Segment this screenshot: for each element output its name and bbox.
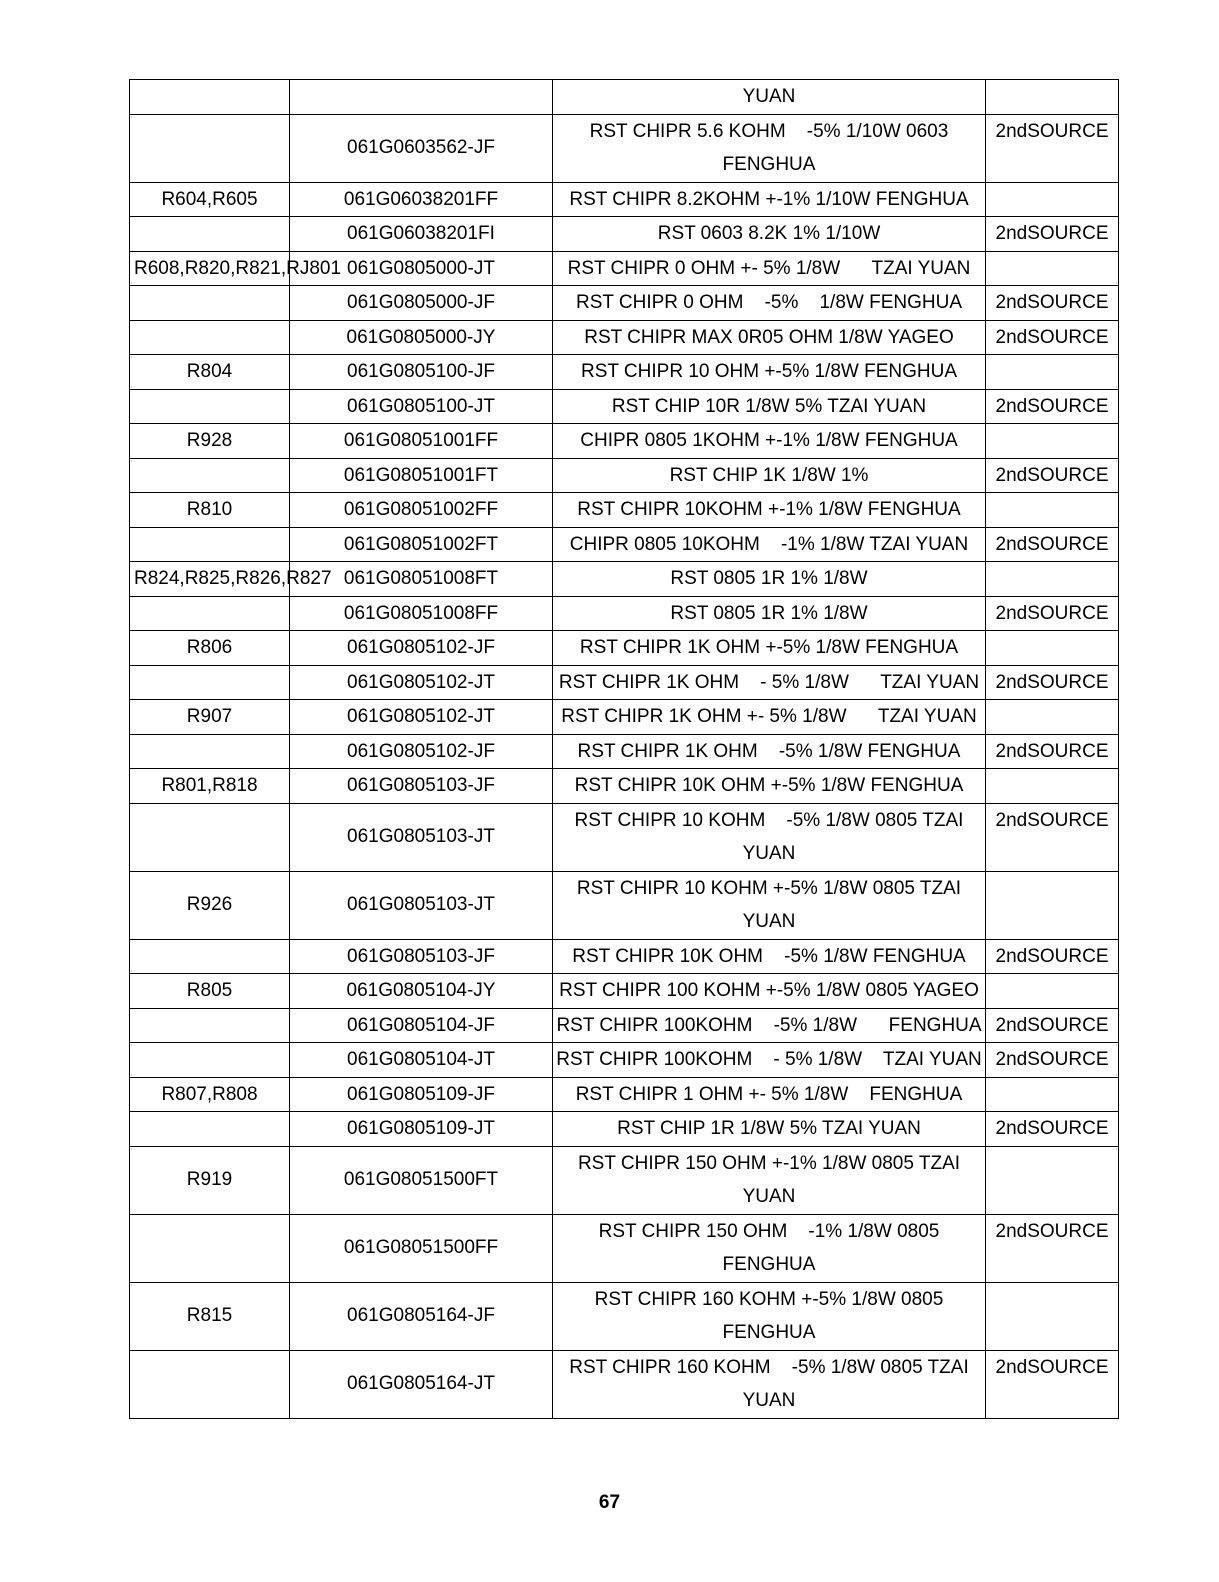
table-row xyxy=(130,1146,1119,1214)
part-number-cell: 061G0805000-JT xyxy=(290,251,553,286)
part-number-cell: 061G0805103-JT xyxy=(290,803,553,871)
source-note-cell: 2ndSOURCE xyxy=(986,389,1119,424)
description-cell: RST 0805 1R 1% 1/8W xyxy=(553,562,986,597)
table-row xyxy=(130,458,1119,493)
table-row xyxy=(130,1008,1119,1043)
table-row xyxy=(130,1282,1119,1350)
table-row xyxy=(130,803,1119,871)
part-number-cell: 061G08051002FT xyxy=(290,527,553,562)
table-row xyxy=(130,700,1119,735)
location-cell: R806 xyxy=(130,631,290,666)
location-cell: R928 xyxy=(130,424,290,459)
table-row xyxy=(130,320,1119,355)
source-note-cell: 2ndSOURCE xyxy=(986,286,1119,321)
part-number-cell: 061G0805102-JT xyxy=(290,665,553,700)
part-number-cell: 061G0805104-JY xyxy=(290,974,553,1009)
source-note-cell xyxy=(986,493,1119,528)
table-row xyxy=(130,1214,1119,1282)
part-number-cell: 061G08051001FT xyxy=(290,458,553,493)
description-cell: RST CHIP 1K 1/8W 1% xyxy=(553,458,986,493)
table-row xyxy=(130,1350,1119,1418)
description-cell: RST CHIPR 0 OHM +- 5% 1/8W TZAI YUAN xyxy=(553,251,986,286)
location-cell xyxy=(130,1112,290,1147)
source-note-cell xyxy=(986,251,1119,286)
description-cell: CHIPR 0805 10KOHM -1% 1/8W TZAI YUAN xyxy=(553,527,986,562)
part-number-cell: 061G0805102-JF xyxy=(290,734,553,769)
description-cell: RST CHIPR 5.6 KOHM -5% 1/10W 0603 FENGHUA xyxy=(553,114,986,182)
table-row xyxy=(130,665,1119,700)
source-note-cell xyxy=(986,424,1119,459)
part-number-cell: 061G0805100-JT xyxy=(290,389,553,424)
description-cell: RST CHIPR 1K OHM - 5% 1/8W TZAI YUAN xyxy=(553,665,986,700)
location-cell xyxy=(130,217,290,252)
description-cell: RST CHIPR 150 OHM +-1% 1/8W 0805 TZAI YUAN xyxy=(553,1146,986,1214)
description-cell: RST 0805 1R 1% 1/8W xyxy=(553,596,986,631)
description-cell: RST CHIPR 100KOHM - 5% 1/8W TZAI YUAN xyxy=(553,1043,986,1078)
part-number-cell: 061G0805000-JF xyxy=(290,286,553,321)
table-row xyxy=(130,217,1119,252)
source-note-cell xyxy=(986,700,1119,735)
location-cell: R926 xyxy=(130,871,290,939)
location-cell xyxy=(130,527,290,562)
description-cell: RST CHIPR 10K OHM -5% 1/8W FENGHUA xyxy=(553,939,986,974)
table-row xyxy=(130,527,1119,562)
description-cell: RST CHIPR 10 OHM +-5% 1/8W FENGHUA xyxy=(553,355,986,390)
source-note-cell: 2ndSOURCE xyxy=(986,527,1119,562)
source-note-cell: 2ndSOURCE xyxy=(986,803,1119,871)
source-note-cell xyxy=(986,182,1119,217)
part-number-cell: 061G08051002FF xyxy=(290,493,553,528)
source-note-cell: 2ndSOURCE xyxy=(986,114,1119,182)
part-number-cell: 061G0805102-JF xyxy=(290,631,553,666)
parts-list-body xyxy=(130,80,1119,1419)
source-note-cell xyxy=(986,355,1119,390)
location-cell xyxy=(130,734,290,769)
source-note-cell: 2ndSOURCE xyxy=(986,734,1119,769)
table-row xyxy=(130,734,1119,769)
part-number-cell: 061G08051500FT xyxy=(290,1146,553,1214)
location-cell: R807,R808 xyxy=(130,1077,290,1112)
description-cell: RST CHIPR 1K OHM -5% 1/8W FENGHUA xyxy=(553,734,986,769)
location-cell xyxy=(130,803,290,871)
location-cell xyxy=(130,1350,290,1418)
table-row xyxy=(130,562,1119,597)
description-cell: RST CHIPR 10 KOHM -5% 1/8W 0805 TZAI YUAN xyxy=(553,803,986,871)
part-number-cell: 061G08051008FT xyxy=(290,562,553,597)
part-number-cell: 061G0805109-JF xyxy=(290,1077,553,1112)
source-note-cell xyxy=(986,80,1119,115)
description-cell: RST 0603 8.2K 1% 1/10W xyxy=(553,217,986,252)
table-row xyxy=(130,389,1119,424)
location-cell xyxy=(130,1043,290,1078)
table-row xyxy=(130,182,1119,217)
location-cell: R608,R820,R821,RJ801 xyxy=(130,251,290,286)
part-number-cell: 061G0805103-JT xyxy=(290,871,553,939)
part-number-cell: 061G0805100-JF xyxy=(290,355,553,390)
table-row xyxy=(130,114,1119,182)
source-note-cell: 2ndSOURCE xyxy=(986,939,1119,974)
table-row xyxy=(130,974,1119,1009)
table-row xyxy=(130,596,1119,631)
table-row xyxy=(130,1043,1119,1078)
source-note-cell: 2ndSOURCE xyxy=(986,665,1119,700)
description-cell: RST CHIPR 1K OHM +- 5% 1/8W TZAI YUAN xyxy=(553,700,986,735)
table-row xyxy=(130,1112,1119,1147)
location-cell: R824,R825,R826,R827 xyxy=(130,562,290,597)
description-cell: RST CHIPR 10K OHM +-5% 1/8W FENGHUA xyxy=(553,769,986,804)
part-number-cell xyxy=(290,80,553,115)
location-cell xyxy=(130,458,290,493)
description-cell: RST CHIPR 150 OHM -1% 1/8W 0805 FENGHUA xyxy=(553,1214,986,1282)
table-row xyxy=(130,355,1119,390)
description-cell: RST CHIPR 1 OHM +- 5% 1/8W FENGHUA xyxy=(553,1077,986,1112)
source-note-cell xyxy=(986,769,1119,804)
part-number-cell: 061G0805104-JF xyxy=(290,1008,553,1043)
description-cell: RST CHIPR MAX 0R05 OHM 1/8W YAGEO xyxy=(553,320,986,355)
location-cell xyxy=(130,665,290,700)
description-cell: CHIPR 0805 1KOHM +-1% 1/8W FENGHUA xyxy=(553,424,986,459)
location-cell xyxy=(130,80,290,115)
description-cell: RST CHIPR 1K OHM +-5% 1/8W FENGHUA xyxy=(553,631,986,666)
part-number-cell: 061G0805164-JF xyxy=(290,1282,553,1350)
source-note-cell: 2ndSOURCE xyxy=(986,458,1119,493)
table-row xyxy=(130,871,1119,939)
source-note-cell: 2ndSOURCE xyxy=(986,1112,1119,1147)
source-note-cell xyxy=(986,974,1119,1009)
source-note-cell: 2ndSOURCE xyxy=(986,1350,1119,1418)
part-number-cell: 061G0603562-JF xyxy=(290,114,553,182)
source-note-cell xyxy=(986,631,1119,666)
table-row xyxy=(130,251,1119,286)
description-cell: RST CHIPR 10KOHM +-1% 1/8W FENGHUA xyxy=(553,493,986,528)
location-cell xyxy=(130,1214,290,1282)
part-number-cell: 061G0805104-JT xyxy=(290,1043,553,1078)
table-row xyxy=(130,80,1119,115)
source-note-cell: 2ndSOURCE xyxy=(986,320,1119,355)
source-note-cell xyxy=(986,562,1119,597)
description-cell: RST CHIP 1R 1/8W 5% TZAI YUAN xyxy=(553,1112,986,1147)
location-cell: R604,R605 xyxy=(130,182,290,217)
description-cell: RST CHIPR 8.2KOHM +-1% 1/10W FENGHUA xyxy=(553,182,986,217)
location-cell xyxy=(130,389,290,424)
location-cell xyxy=(130,1008,290,1043)
part-number-cell: 061G0805103-JF xyxy=(290,939,553,974)
location-cell: R907 xyxy=(130,700,290,735)
description-cell: YUAN xyxy=(553,80,986,115)
part-number-cell: 061G0805102-JT xyxy=(290,700,553,735)
description-cell: RST CHIP 10R 1/8W 5% TZAI YUAN xyxy=(553,389,986,424)
location-cell xyxy=(130,939,290,974)
description-cell: RST CHIPR 100 KOHM +-5% 1/8W 0805 YAGEO xyxy=(553,974,986,1009)
location-cell: R805 xyxy=(130,974,290,1009)
source-note-cell: 2ndSOURCE xyxy=(986,1214,1119,1282)
table-row xyxy=(130,1077,1119,1112)
table-row xyxy=(130,769,1119,804)
part-number-cell: 061G06038201FI xyxy=(290,217,553,252)
part-number-cell: 061G0805000-JY xyxy=(290,320,553,355)
part-number-cell: 061G08051008FF xyxy=(290,596,553,631)
description-cell: RST CHIPR 160 KOHM +-5% 1/8W 0805 FENGHUA xyxy=(553,1282,986,1350)
location-cell: R801,R818 xyxy=(130,769,290,804)
location-cell: R919 xyxy=(130,1146,290,1214)
location-cell: R815 xyxy=(130,1282,290,1350)
source-note-cell xyxy=(986,871,1119,939)
part-number-cell: 061G08051001FF xyxy=(290,424,553,459)
description-cell: RST CHIPR 160 KOHM -5% 1/8W 0805 TZAI YUAN xyxy=(553,1350,986,1418)
description-cell: RST CHIPR 10 KOHM +-5% 1/8W 0805 TZAI YUAN xyxy=(553,871,986,939)
page-number: 67 xyxy=(598,1492,621,1513)
part-number-cell: 061G0805164-JT xyxy=(290,1350,553,1418)
table-row xyxy=(130,424,1119,459)
location-cell xyxy=(130,320,290,355)
table-row xyxy=(130,631,1119,666)
source-note-cell xyxy=(986,1146,1119,1214)
source-note-cell xyxy=(986,1077,1119,1112)
part-number-cell: 061G0805103-JF xyxy=(290,769,553,804)
description-cell: RST CHIPR 0 OHM -5% 1/8W FENGHUA xyxy=(553,286,986,321)
source-note-cell: 2ndSOURCE xyxy=(986,217,1119,252)
table-row xyxy=(130,286,1119,321)
location-cell xyxy=(130,286,290,321)
location-cell: R804 xyxy=(130,355,290,390)
source-note-cell xyxy=(986,1282,1119,1350)
table-row xyxy=(130,493,1119,528)
source-note-cell: 2ndSOURCE xyxy=(986,1008,1119,1043)
source-note-cell: 2ndSOURCE xyxy=(986,596,1119,631)
table-row xyxy=(130,939,1119,974)
source-note-cell: 2ndSOURCE xyxy=(986,1043,1119,1078)
parts-list-table xyxy=(129,79,1119,1419)
part-number-cell: 061G08051500FF xyxy=(290,1214,553,1282)
location-cell xyxy=(130,114,290,182)
location-cell: R810 xyxy=(130,493,290,528)
part-number-cell: 061G06038201FF xyxy=(290,182,553,217)
part-number-cell: 061G0805109-JT xyxy=(290,1112,553,1147)
description-cell: RST CHIPR 100KOHM -5% 1/8W FENGHUA xyxy=(553,1008,986,1043)
location-cell xyxy=(130,596,290,631)
